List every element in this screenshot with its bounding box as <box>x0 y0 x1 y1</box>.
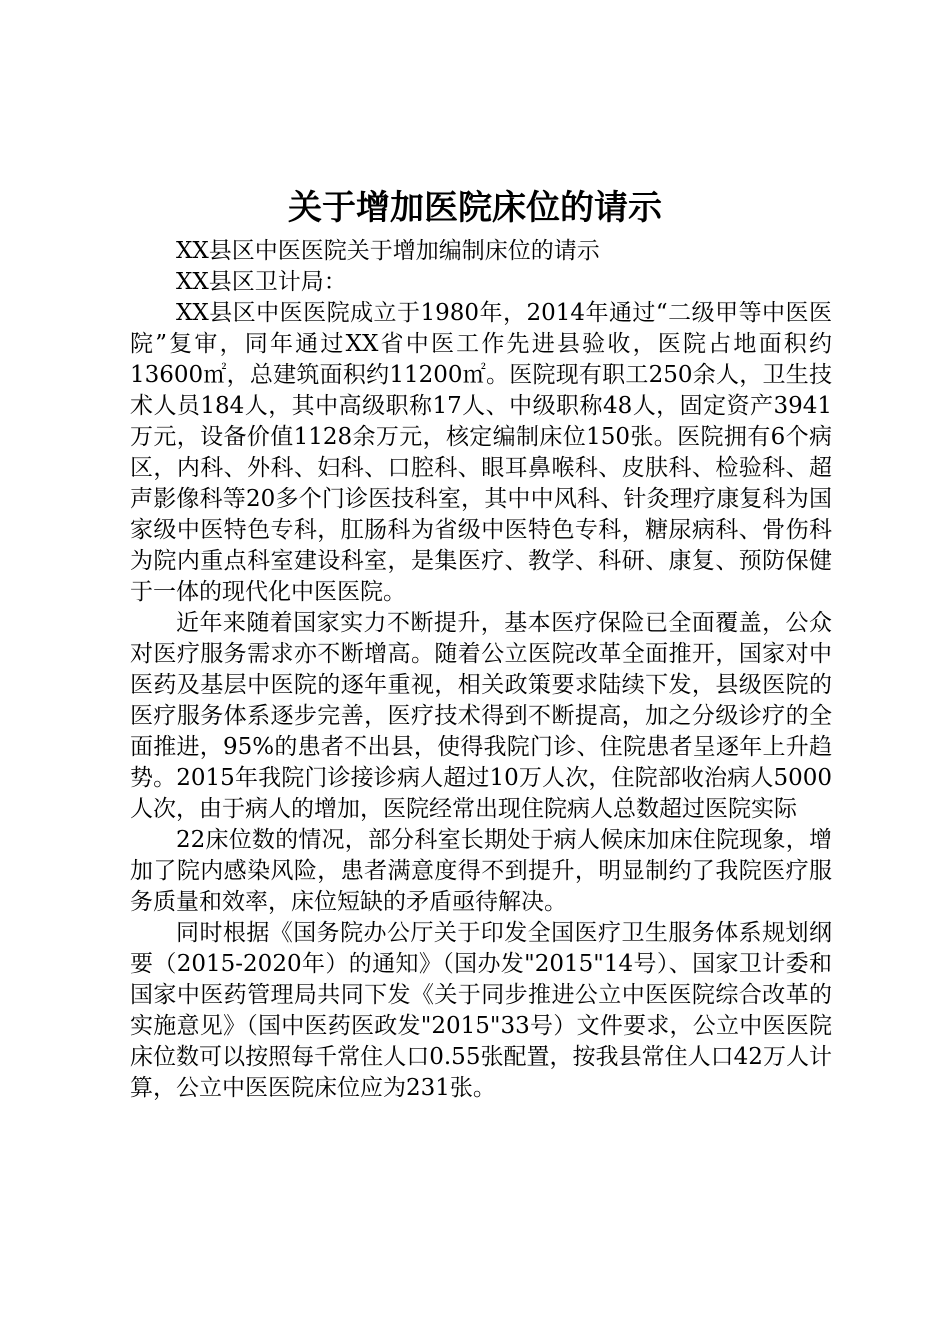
document-addressee: XX县区卫计局： <box>176 269 347 295</box>
paragraph-recent-development: 近年来随着国家实力不断提升，基本医疗保险已全面覆盖，公众对医疗服务需求亦不断增高。随着公立医院改革全面推开，国家对中医药及基层中医院的逐年重视，相关政策要求陆续下发，县级医院的医疗服务体系逐步完善，医疗技术得到不断提高，加之分级诊疗的全面推进，95%的患者不出县，使得我院门诊、住院患者呈逐年上升趋势。2015年我院门诊接诊病人超过10万人次，住院部收治病人5000人次，由于病人的增加，医院经常出现住院病人总数超过医院实际 <box>130 610 832 822</box>
document-title: 关于增加医院床位的请示 <box>288 188 662 228</box>
document-body <box>130 236 832 1104</box>
paragraph-bed-shortage: 22床位数的情况，部分科室长期处于病人候床加床住院现象，增加了院内感染风险，患者满意度得不到提升，明显制约了我院医疗服务质量和效率，床位短缺的矛盾亟待解决。 <box>130 827 832 915</box>
document-subject-line: XX县区中医医院关于增加编制床位的请示 <box>176 238 600 264</box>
paragraph-policy-basis: 同时根据《国务院办公厅关于印发全国医疗卫生服务体系规划纲要（2015-2020年）的通知》（国办发"2015"14号）、国家卫计委和国家中医药管理局共同下发《关于同步推进公立中医医院综合改革的实施意见》（国中医药医政发"2015"33号）文件要求，公立中医医院床位数可以按照每千常住人口0.55张配置，按我县常住人口42万人计算，公立中医医院床位应为231张。 <box>130 920 832 1101</box>
paragraph-hospital-overview: XX县区中医医院成立于1980年，2014年通过“二级甲等中医医院”复审，同年通过XX省中医工作先进县验收，医院占地面积约13600㎡，总建筑面积约11200㎡。医院现有职工250余人，卫生技术人员184人，其中高级职称17人、中级职称48人，固定资产3941万元，设备价值1128余万元，核定编制床位150张。医院拥有6个病区，内科、外科、妇科、口腔科、眼耳鼻喉科、皮肤科、检验科、超声影像科等20多个门诊医技科室，其中中风科、针灸理疗康复科为国家级中医特色专科，肛肠科为省级中医特色专科，糖尿病科、骨伤科为院内重点科室建设科室，是集医疗、教学、科研、康复、预防保健于一体的现代化中医医院。 <box>130 300 832 605</box>
